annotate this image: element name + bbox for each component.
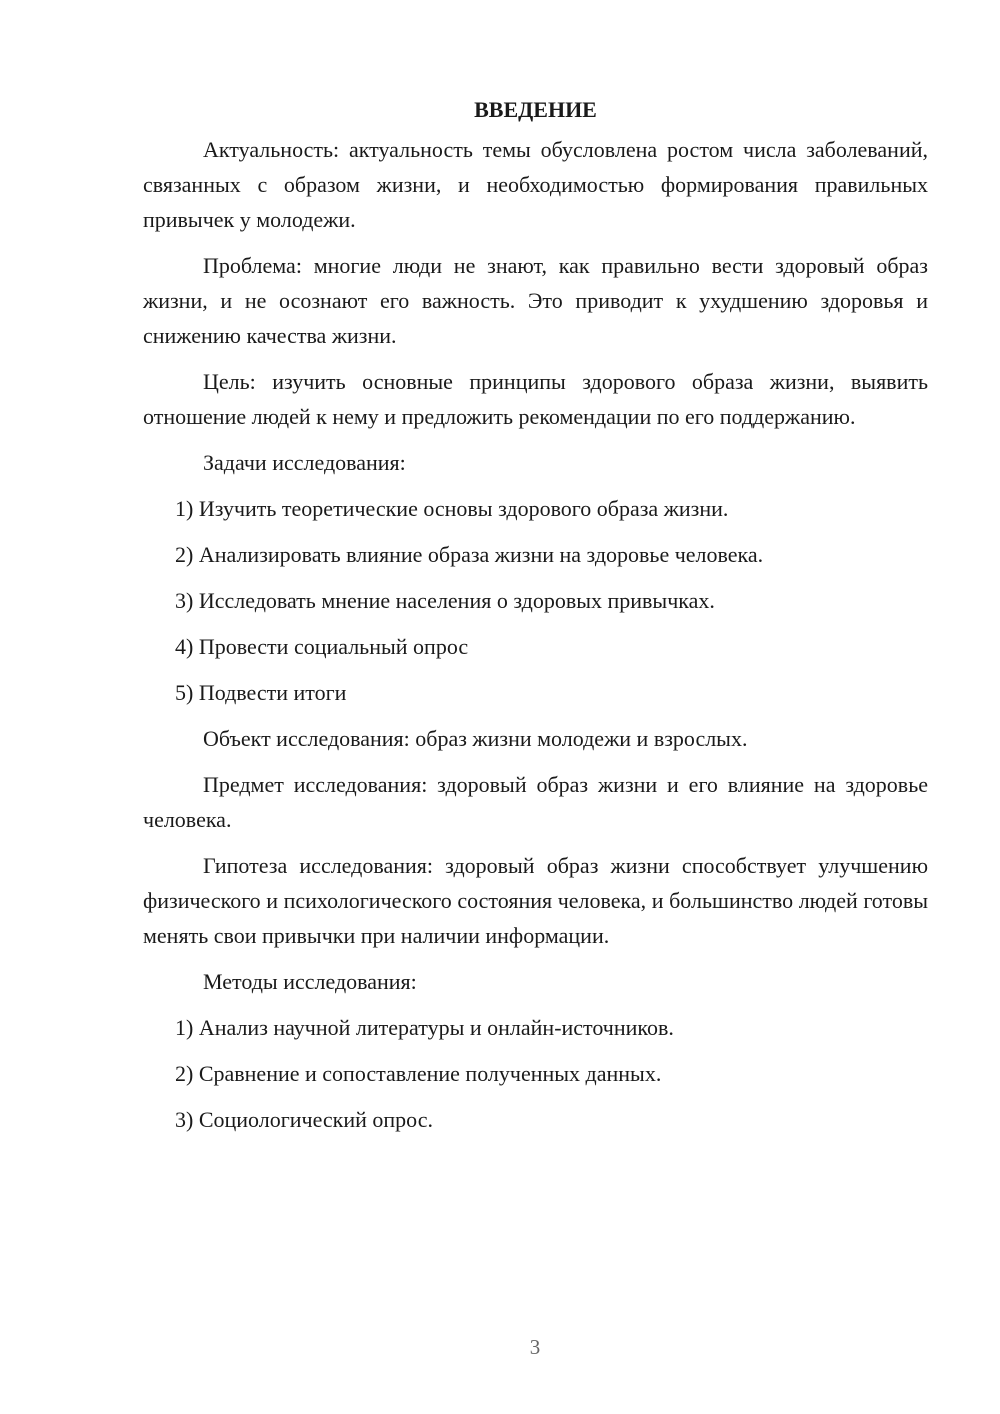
subject-paragraph: Предмет исследования: здоровый образ жизни и его влияние на здоровье человека.: [143, 772, 928, 832]
list-item: 2) Анализировать влияние образа жизни на здоровье человека.: [175, 542, 764, 567]
methods-title: Методы исследования:: [203, 969, 417, 994]
section-heading: ВВЕДЕНИЕ: [474, 97, 597, 122]
page-number: 3: [529, 1335, 541, 1359]
list-item: 1) Анализ научной литературы и онлайн-источников.: [175, 1015, 674, 1040]
page-content: [143, 92, 928, 1148]
object-paragraph: Объект исследования: образ жизни молодежи и взрослых.: [203, 726, 748, 751]
tasks-title: Задачи исследования:: [203, 450, 406, 475]
list-item: 3) Исследовать мнение населения о здоровых привычках.: [175, 588, 715, 613]
list-item: 3) Социологический опрос.: [175, 1107, 433, 1132]
list-item: 1) Изучить теоретические основы здорового образа жизни.: [175, 496, 729, 521]
hypothesis-paragraph: Гипотеза исследования: здоровый образ жизни способствует улучшению физического и психологического состояния человека, и большинство людей готовы менять свои привычки при наличии информации.: [143, 853, 928, 948]
list-item: 2) Сравнение и сопоставление полученных данных.: [175, 1061, 662, 1086]
list-item: 5) Подвести итоги: [175, 680, 347, 705]
list-item: 4) Провести социальный опрос: [175, 634, 469, 659]
relevance-paragraph: Актуальность: актуальность темы обусловлена ростом числа заболеваний, связанных с образом жизни, и необходимостью формирования правильных привычек у молодежи.: [143, 137, 928, 232]
problem-paragraph: Проблема: многие люди не знают, как правильно вести здоровый образ жизни, и не осознают его важность. Это приводит к ухудшению здоровья и снижению качества жизни.: [143, 253, 928, 348]
goal-paragraph: Цель: изучить основные принципы здорового образа жизни, выявить отношение людей к нему и предложить рекомендации по его поддержанию.: [143, 369, 928, 429]
tasks-list: [143, 491, 928, 710]
methods-list: [143, 1010, 928, 1137]
